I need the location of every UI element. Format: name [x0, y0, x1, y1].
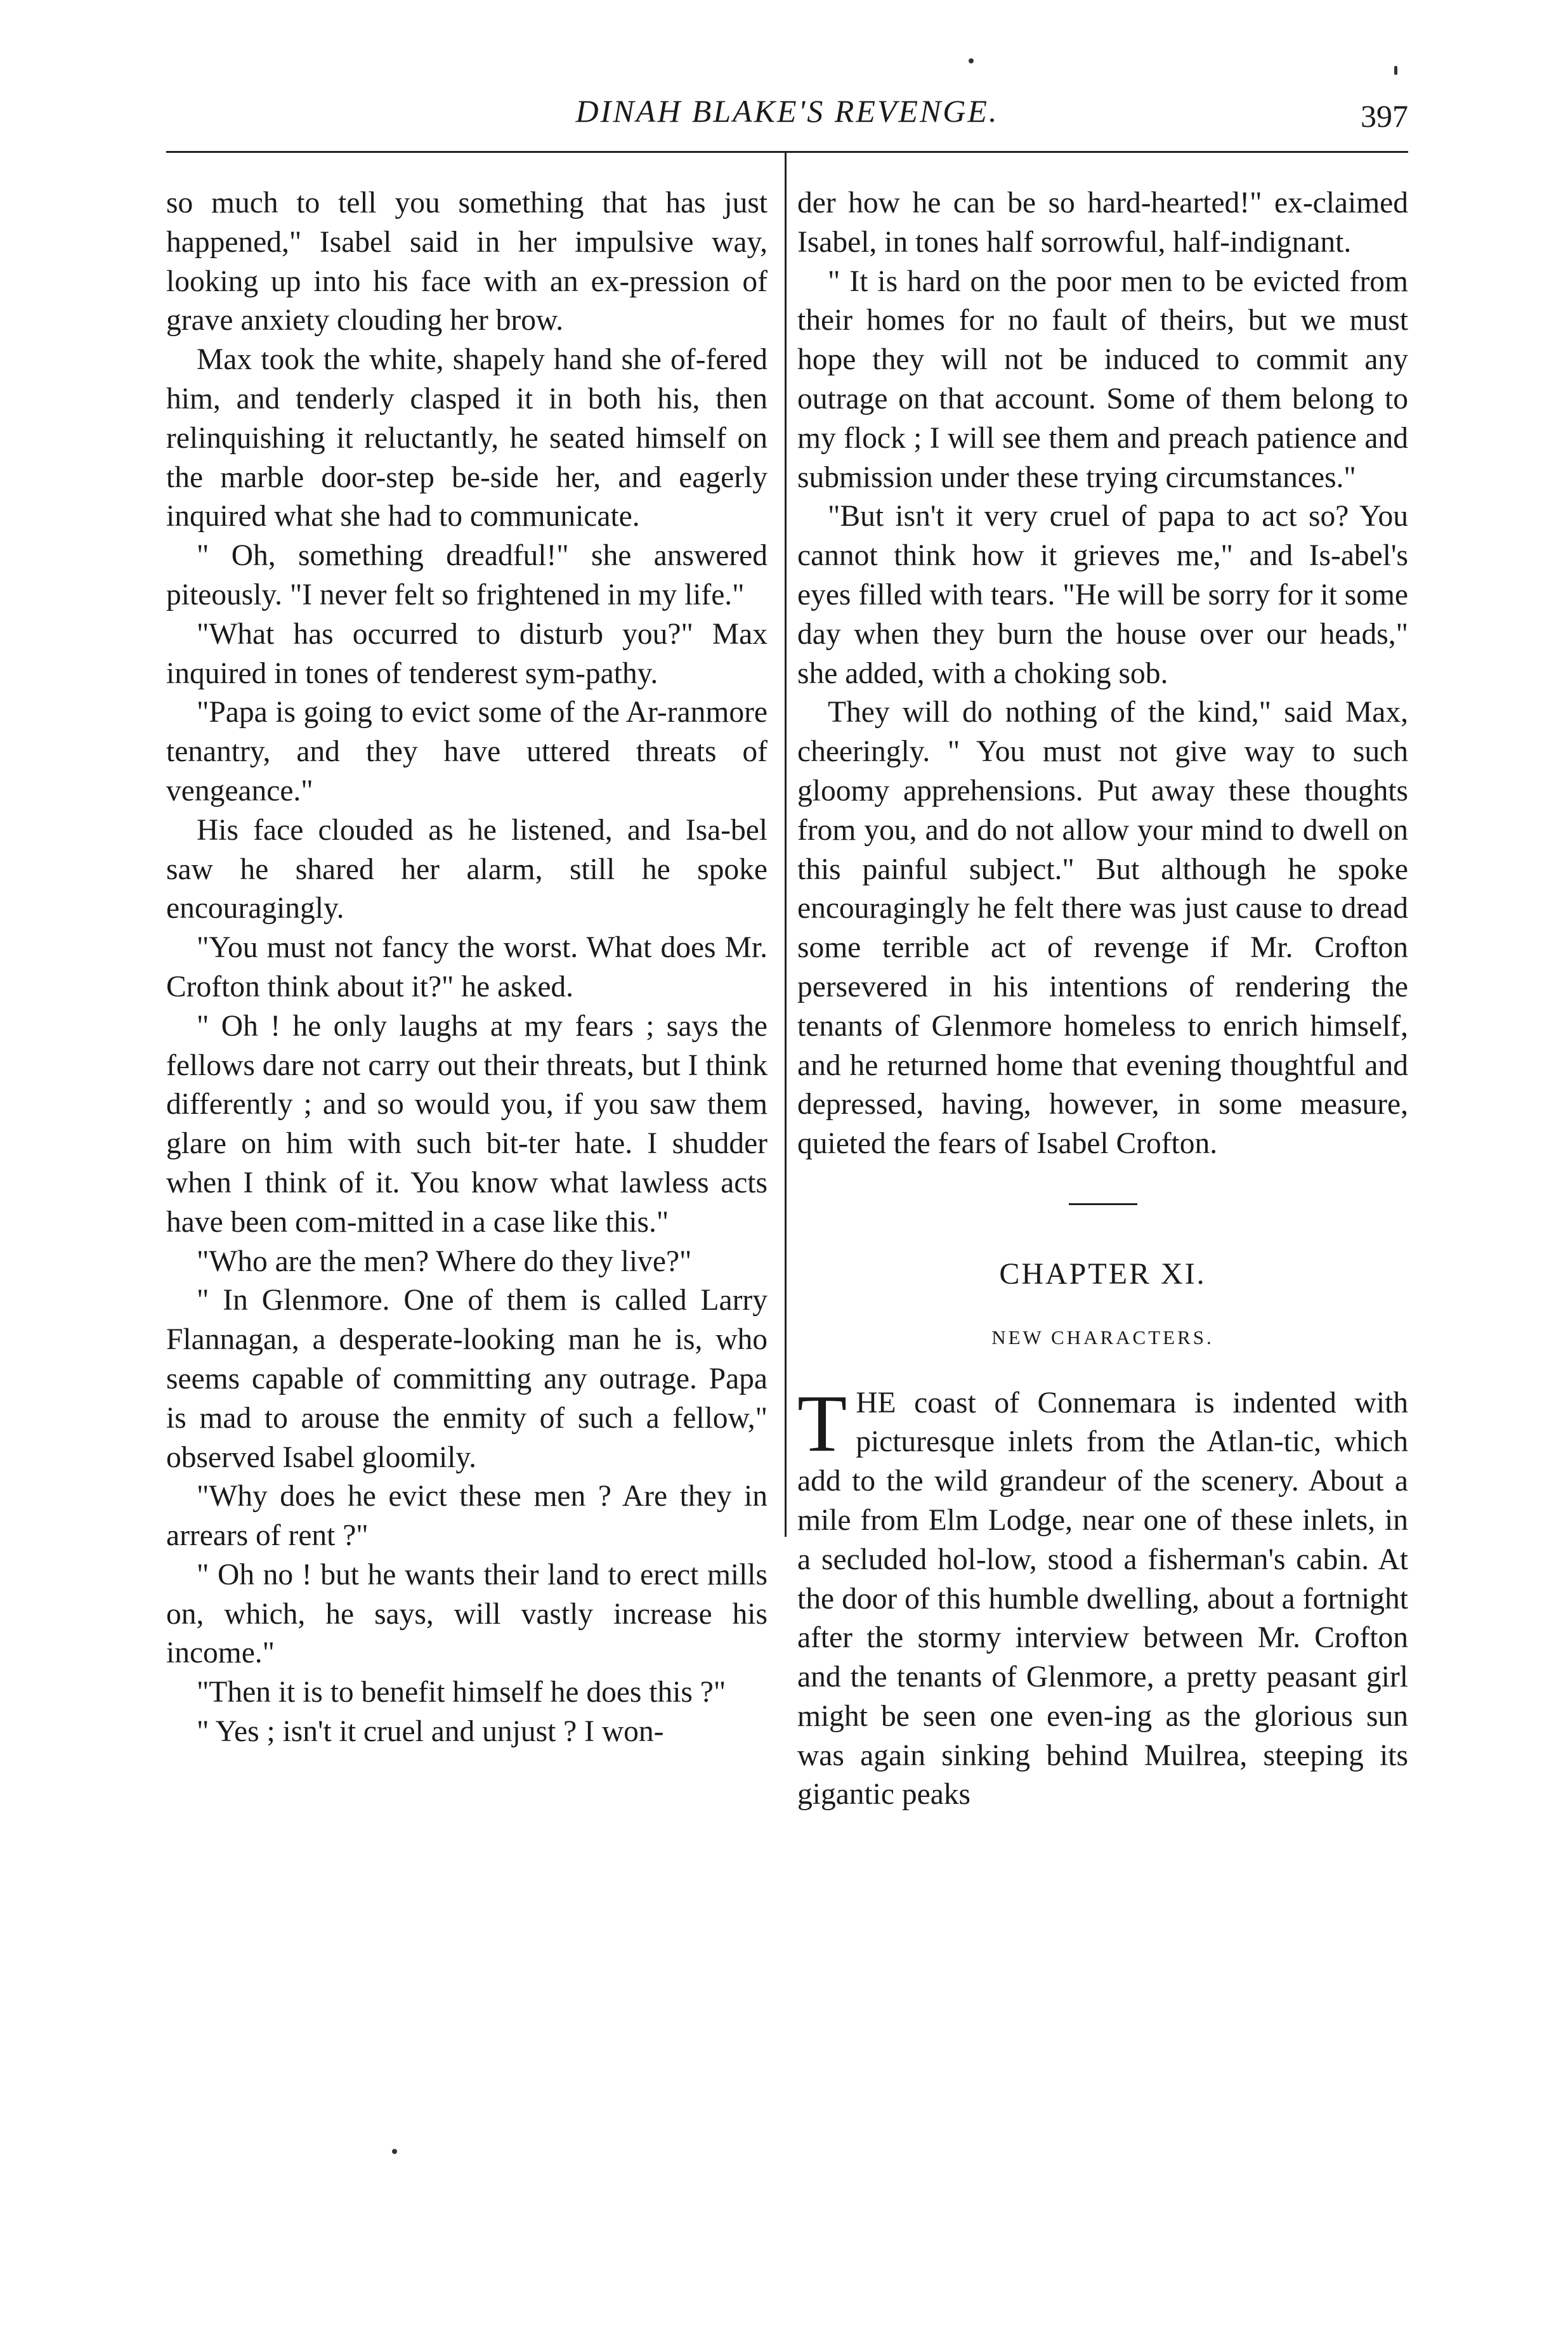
paragraph: "Why does he evict these men ? Are they in arrears of rent ?"	[166, 1480, 768, 1553]
paragraph: " Oh no ! but he wants their land to erect mills on, which, he says, will vastly increase his income."	[166, 1558, 768, 1670]
paragraph: "Papa is going to evict some of the Ar-ranmore tenantry, and they have uttered threats of vengeance."	[166, 696, 768, 807]
chapter-opening-text: HE coast of Connemara is indented with picturesque inlets from the Atlan-tic, which add to the wild grandeur of the scenery. About a mile from Elm Lodge, near one of these inlets, in a secluded hol-low, stood a fisherman's cabin. At the door of this humble dwelling, about a fortnight after the stormy interview between Mr. Crofton and the tenants of Glenmore, a pretty peasant girl might be seen one even-ing as the glorious sun was again sinking behind Muilrea, steeping its gigantic peaks	[797, 1386, 1408, 1811]
paragraph: Max took the white, shapely hand she of-fered him, and tenderly clasped it in both his, then relinquishing it reluctantly, he seated himself on the marble door-step be-side her, and eagerly inquired what she had to communicate.	[166, 343, 768, 533]
paragraph: " Yes ; isn't it cruel and unjust ? I won-	[197, 1715, 664, 1749]
paragraph: They will do nothing of the kind," said Max, cheeringly. " You must not give way to such gloomy apprehensions. Put away these thoughts from you, and do not allow your mind to dwell on this painful subject." But although he spoke encouragingly he felt there was just cause to dread some terrible act of revenge if Mr. Crofton persevered in his intentions of rendering the tenants of Glenmore homeless to enrich himself, and he returned home that evening thoughtful and depressed, having, however, in some measure, quieted the fears of Isabel Crofton.	[797, 696, 1408, 1161]
ink-speck	[969, 58, 974, 63]
header-rule	[166, 151, 1408, 153]
paragraph: "Then it is to benefit himself he does this ?"	[197, 1676, 726, 1709]
left-column	[166, 184, 768, 1752]
ink-speck	[1394, 66, 1397, 75]
page-number: 397	[1361, 98, 1408, 134]
paragraph: so much to tell you something that has just happened," Isabel said in her impulsive way, looking up into his face with an ex-pression of grave anxiety clouding her brow.	[166, 186, 768, 337]
paragraph: "Who are the men? Where do they live?"	[197, 1244, 692, 1278]
column-divider	[785, 151, 787, 1537]
paragraph: " It is hard on the poor men to be evicted from their homes for no fault of theirs, but we must hope they will not be induced to commit any outrage on that account. Some of them belong to my flock ; I will see them and preach patience and submission under these trying circumstances."	[797, 264, 1408, 494]
paragraph: " In Glenmore. One of them is called Larry Flannagan, a desperate-looking man he is, who seems capable of committing any outrage. Papa is mad to arouse the enmity of such a fellow," observed Isabel gloomily.	[166, 1284, 768, 1474]
paragraph: der how he can be so hard-hearted!" ex-claimed Isabel, in tones half sorrowful, half-indignant.	[797, 186, 1408, 259]
paragraph: "But isn't it very cruel of papa to act so? You cannot think how it grieves me," and Is-abel's eyes filled with tears. "He will be sorry for it some day when they burn the house over our heads," she added, with a choking sob.	[797, 500, 1408, 690]
paragraph: " Oh ! he only laughs at my fears ; says the fellows dare not carry out their threats, but I think differently ; and so would you, if you saw them glare on him with such bit-ter hate. I shudder when I think of it. You know what lawless acts have been com-mitted in a case like this."	[166, 1009, 768, 1239]
chapter-opening-paragraph	[797, 1378, 1408, 1815]
running-title: DINAH BLAKE'S REVENGE.	[575, 93, 999, 129]
paragraph: "What has occurred to disturb you?" Max inquired in tones of tenderest sym-pathy.	[166, 617, 768, 690]
paragraph: His face clouded as he listened, and Isa-bel saw he shared her alarm, still he spoke encouragingly.	[166, 813, 768, 925]
section-divider	[1069, 1203, 1137, 1205]
running-header	[166, 81, 1408, 151]
chapter-subtitle: NEW CHARACTERS.	[991, 1326, 1214, 1348]
ink-speck	[392, 2149, 397, 2154]
right-column	[797, 184, 1408, 1815]
paragraph: " Oh, something dreadful!" she answered piteously. "I never felt so frightened in my life."	[166, 539, 768, 611]
drop-cap: T	[797, 1378, 847, 1468]
paragraph: "You must not fancy the worst. What does Mr. Crofton think about it?" he asked.	[166, 931, 768, 1003]
chapter-heading: CHAPTER XI.	[999, 1257, 1206, 1291]
